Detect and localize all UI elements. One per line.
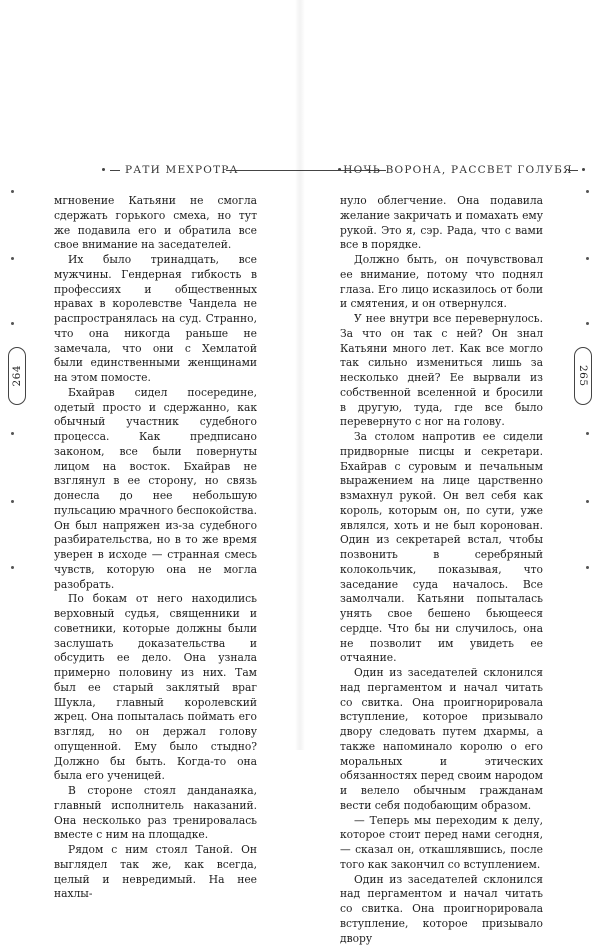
margin-dot <box>11 500 14 503</box>
paragraph: мгновение Катьяни не смогла сдержать горького смеха, но тут же подавила его и обратила все свое внимание на заседателей. <box>54 194 257 253</box>
ornament-rule <box>110 170 120 171</box>
left-page <box>0 0 300 750</box>
ornament-rule <box>346 170 356 171</box>
page-number-right: 265 <box>574 347 592 405</box>
paragraph: — Теперь мы переходим к делу, которое стоит перед нами сегодня, — сказал он, откашлявшись, после того как закончил со вступлением. <box>340 814 543 873</box>
ornament-rule <box>568 170 578 171</box>
margin-dot <box>11 190 14 193</box>
running-head-title: НОЧЬ ВОРОНА, РАССВЕТ ГОЛУБЯ <box>343 164 572 176</box>
paragraph: В стороне стоял данданаяка, главный исполнитель наказаний. Она несколько раз тренировалась вместе с ним на площадке. <box>54 784 257 843</box>
margin-dot <box>11 432 14 435</box>
paragraph: Бхайрав сидел посередине, одетый просто и сдержанно, как обычный участник судебного процесса. Как предписано законом, все были повернуты лицом на восток. Бхайрав не взглянул в ее сторону, но связь донесла до нее небольшую пульсацию мрачного беспокойства. Он был напряжен из-за судебного разбирательства, но в то же время уверен в исходе — странная смесь чувств, которую она не могла разобрать. <box>54 386 257 593</box>
ornament-dot <box>338 168 341 171</box>
paragraph: нуло облегчение. Она подавила желание закричать и помахать ему рукой. Это я, сэр. Рада, что с вами все в порядке. <box>340 194 543 253</box>
margin-dot <box>586 322 589 325</box>
paragraph: Рядом с ним стоял Таной. Он выглядел так же, как всегда, целый и невредимый. На нее нахлы- <box>54 843 257 902</box>
running-head-title: РАТИ МЕХРОТРА <box>125 164 239 176</box>
margin-dot <box>586 500 589 503</box>
ornament-dot <box>582 168 585 171</box>
left-body-text <box>54 194 257 902</box>
running-head-left <box>100 162 280 178</box>
running-head-right <box>338 162 578 178</box>
paragraph: Один из заседателей склонился над пергаментом и начал читать со свитка. Она проигнорировала вступление, которое призывало двору <box>340 873 543 946</box>
paragraph: За столом напротив ее сидели придворные писцы и секретари. Бхайрав с суровым и печальным выражением на лице царственно взмахнул рукой. Он вел себя как король, которым он, по сути, уже являлся, хоть и не был коронован. Один из секретарей встал, чтобы позвонить в серебряный колокольчик, показывая, что заседание суда началось. Все замолчали. Катьяни попыталась унять свое бешено бьющееся сердце. Что бы ни случилось, она не позволит им увидеть ее отчаяние. <box>340 430 543 666</box>
page-number-left: 264 <box>8 347 26 405</box>
right-page <box>300 0 600 750</box>
margin-dot <box>586 190 589 193</box>
margin-dot <box>586 432 589 435</box>
margin-dot <box>11 322 14 325</box>
paragraph: У нее внутри все перевернулось. За что он так с ней? Он знал Катьяни много лет. Как все могло так сильно измениться лишь за несколько дней? Ее вырвали из собственной вселенной и бросили в другую, туда, где все было перевернуто с ног на голову. <box>340 312 543 430</box>
right-body-text <box>340 194 543 946</box>
margin-dot <box>586 257 589 260</box>
paragraph: Их было тринадцать, все мужчины. Гендерная гибкость в профессиях и общественных нравах в королевстве Чандела не распространялась на суд. Странно, что она никогда раньше не замечала, что они с Хемлатой были единственными женщинами на этом помосте. <box>54 253 257 386</box>
margin-dot <box>11 257 14 260</box>
ornament-dot <box>102 168 105 171</box>
margin-dot <box>586 566 589 569</box>
paragraph: Должно быть, он почувствовал ее внимание, потому что поднял глаза. Его лицо исказилось от боли и смятения, и он отвернулся. <box>340 253 543 312</box>
paragraph: По бокам от него находились верховный судья, священники и советники, которые должны были заслушать доказательства и обсудить ее дело. Она узнала примерно половину из них. Там был ее старый заклятый враг Шукла, главный королевский жрец. Она попыталась поймать его взгляд, но он держал голову опущенной. Ему было стыдно? Должно бы быть. Когда-то она была его ученицей. <box>54 592 257 784</box>
margin-dot <box>11 566 14 569</box>
paragraph: Один из заседателей склонился над пергаментом и начал читать со свитка. Она проигнорировала вступление, которое призывало двору следовать путем дхармы, а также напоминало королю о его моральных и этических обязанностях перед своим народом и велело обычным гражданам вести себя подобающим образом. <box>340 666 543 814</box>
